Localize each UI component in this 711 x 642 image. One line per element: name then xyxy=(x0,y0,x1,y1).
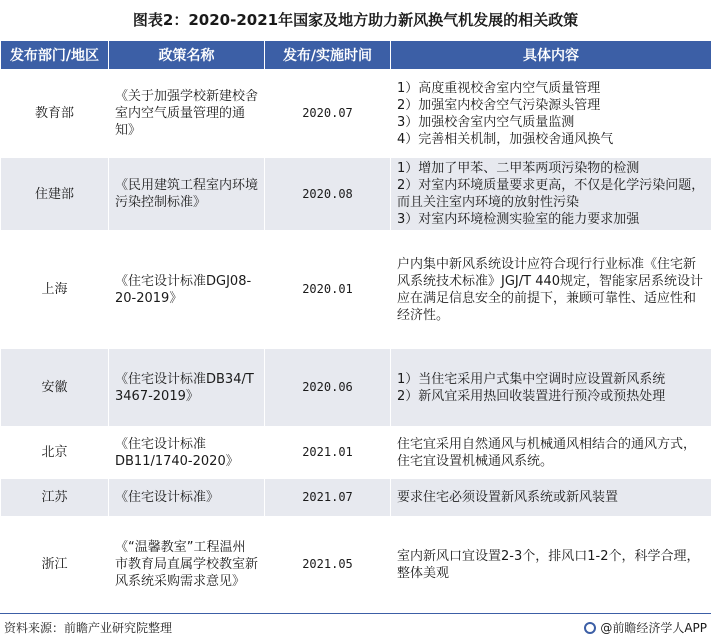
detail-line: 室内新风口宜设置2-3个，排风口1-2个，科学合理，整体美观 xyxy=(397,548,700,581)
header-policy-name: 政策名称 xyxy=(109,41,265,70)
cell-date: 2020.07 xyxy=(265,70,391,158)
detail-line: 2）加强室内校舍空气污染源头管理 xyxy=(397,97,601,113)
cell-dept: 浙江 xyxy=(1,517,109,613)
cell-policy-name: 《关于加强学校新建校舍室内空气质量管理的通知》 xyxy=(109,70,265,158)
detail-line: 要求住宅必须设置新风系统或新风装置 xyxy=(397,490,619,505)
cell-date: 2020.08 xyxy=(265,158,391,231)
cell-dept: 江苏 xyxy=(1,479,109,517)
cell-policy-name: 《住宅设计标准DGJ08-20-2019》 xyxy=(109,231,265,349)
table-header-row xyxy=(1,41,711,70)
table-row xyxy=(1,70,711,158)
cell-policy-name: 《民用建筑工程室内环境污染控制标准》 xyxy=(109,158,265,231)
detail-line: 1）增加了甲苯、二甲苯两项污染物的检测 xyxy=(397,161,640,176)
detail-line: 3）加强校舍室内空气质量监测 xyxy=(397,114,575,130)
cell-policy-name: 《住宅设计标准》 xyxy=(109,479,265,517)
detail-line: 4）完善相关机制，加强校舍通风换气 xyxy=(397,131,614,147)
table-row xyxy=(1,517,711,613)
header-dept: 发布部门/地区 xyxy=(1,41,109,70)
policy-table xyxy=(0,40,711,613)
cell-dept: 住建部 xyxy=(1,158,109,231)
cell-details xyxy=(391,517,711,613)
cell-details xyxy=(391,479,711,517)
cell-dept: 安徽 xyxy=(1,349,109,427)
page-title: 图表2：2020-2021年国家及地方助力新风换气机发展的相关政策 xyxy=(132,11,579,29)
table-row xyxy=(1,349,711,427)
cell-dept: 教育部 xyxy=(1,70,109,158)
cell-policy-name: 《住宅设计标准DB34/T 3467-2019》 xyxy=(109,349,265,427)
cell-policy-name: 《住宅设计标准DB11/1740-2020》 xyxy=(109,427,265,479)
cell-date: 2020.06 xyxy=(265,349,391,427)
header-details: 具体内容 xyxy=(391,41,711,70)
table-row xyxy=(1,158,711,231)
detail-line: 2）新风宜采用热回收装置进行预冷或预热处理 xyxy=(397,388,666,404)
detail-line: 1）当住宅采用户式集中空调时应设置新风系统 xyxy=(397,371,666,387)
detail-line: 1）高度重视校舍室内空气质量管理 xyxy=(397,80,601,96)
table-row xyxy=(1,231,711,349)
table-row xyxy=(1,479,711,517)
table-row xyxy=(1,427,711,479)
detail-line: 户内集中新风系统设计应符合现行行业标准《住宅新风系统技术标准》JGJ/T 440规定，智能家居系统设计应在满足信息安全的前提下，兼顾可靠性、适应性和经济性。 xyxy=(397,256,704,323)
cell-date: 2021.01 xyxy=(265,427,391,479)
cell-details xyxy=(391,427,711,479)
app-credit-text: @前瞻经济学人APP xyxy=(600,621,707,635)
cell-details xyxy=(391,70,711,158)
header-date: 发布/实施时间 xyxy=(265,41,391,70)
cell-details xyxy=(391,231,711,349)
source-note: 资料来源：前瞻产业研究院整理 xyxy=(4,621,173,635)
cell-policy-name: 《“温馨教室”工程温州市教育局直属学校教室新风系统采购需求意见》 xyxy=(109,517,265,613)
detail-line: 2）对室内环境质量要求更高，不仅是化学污染问题，而且关注室内环境的放射性污染 xyxy=(397,178,705,210)
footer xyxy=(0,614,711,642)
cell-date: 2021.05 xyxy=(265,517,391,613)
cell-details xyxy=(391,158,711,231)
logo-icon xyxy=(584,622,596,634)
cell-date: 2021.07 xyxy=(265,479,391,517)
cell-dept: 北京 xyxy=(1,427,109,479)
cell-details xyxy=(391,349,711,427)
detail-line: 住宅宜采用自然通风与机械通风相结合的通风方式，住宅宜设置机械通风系统。 xyxy=(397,436,697,469)
cell-date: 2020.01 xyxy=(265,231,391,349)
cell-dept: 上海 xyxy=(1,231,109,349)
detail-line: 3）对室内环境检测实验室的能力要求加强 xyxy=(397,212,640,227)
app-credit xyxy=(584,619,707,636)
